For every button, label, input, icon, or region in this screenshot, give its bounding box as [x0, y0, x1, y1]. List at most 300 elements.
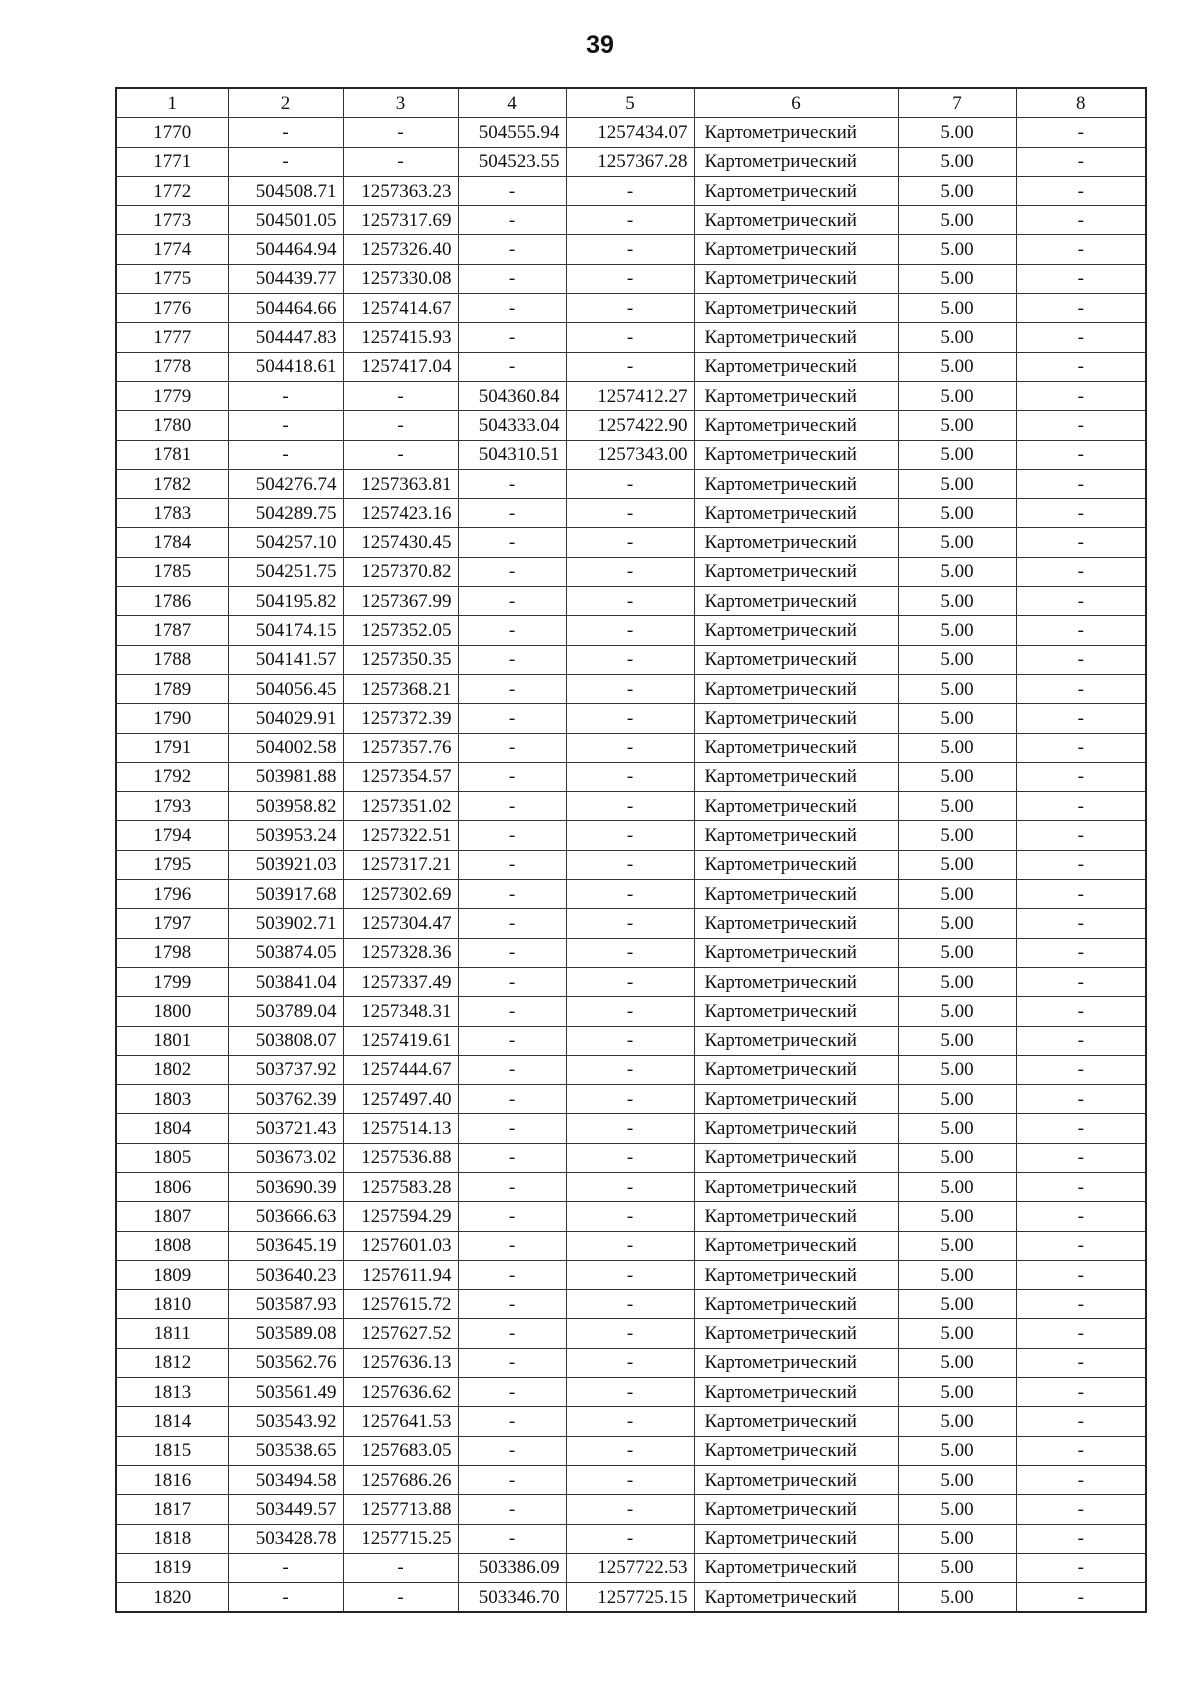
- x-cell: 504174.15: [228, 616, 343, 645]
- column-header: 1: [116, 88, 228, 118]
- description-cell: -: [1016, 1290, 1146, 1319]
- y-new-cell: -: [566, 1143, 694, 1172]
- x-new-cell: -: [458, 264, 566, 293]
- x-cell: 504257.10: [228, 528, 343, 557]
- accuracy-cell: 5.00: [898, 587, 1016, 616]
- x-cell: 503640.23: [228, 1260, 343, 1289]
- y-new-cell: -: [566, 1378, 694, 1407]
- accuracy-cell: 5.00: [898, 1436, 1016, 1465]
- table-row: [116, 1290, 1146, 1319]
- method-cell: Картометрический: [694, 1202, 898, 1231]
- x-new-cell: -: [458, 1114, 566, 1143]
- point-number-cell: 1790: [116, 704, 228, 733]
- x-cell: 504501.05: [228, 206, 343, 235]
- x-new-cell: 504310.51: [458, 440, 566, 469]
- table-row: [116, 616, 1146, 645]
- x-new-cell: -: [458, 1202, 566, 1231]
- description-cell: -: [1016, 967, 1146, 996]
- accuracy-cell: 5.00: [898, 1114, 1016, 1143]
- y-new-cell: -: [566, 294, 694, 323]
- y-new-cell: -: [566, 645, 694, 674]
- y-new-cell: -: [566, 499, 694, 528]
- method-cell: Картометрический: [694, 1553, 898, 1582]
- y-new-cell: -: [566, 587, 694, 616]
- x-new-cell: -: [458, 323, 566, 352]
- y-new-cell: -: [566, 616, 694, 645]
- x-new-cell: -: [458, 704, 566, 733]
- accuracy-cell: 5.00: [898, 1553, 1016, 1582]
- x-cell: 503721.43: [228, 1114, 343, 1143]
- accuracy-cell: 5.00: [898, 499, 1016, 528]
- point-number-cell: 1793: [116, 792, 228, 821]
- x-cell: 504464.94: [228, 235, 343, 264]
- column-header: 4: [458, 88, 566, 118]
- y-cell: 1257641.53: [343, 1407, 458, 1436]
- description-cell: -: [1016, 1172, 1146, 1201]
- y-cell: 1257367.99: [343, 587, 458, 616]
- point-number-cell: 1777: [116, 323, 228, 352]
- accuracy-cell: 5.00: [898, 411, 1016, 440]
- table-row: [116, 967, 1146, 996]
- table-row: [116, 440, 1146, 469]
- x-cell: 503917.68: [228, 880, 343, 909]
- y-new-cell: -: [566, 1319, 694, 1348]
- description-cell: -: [1016, 909, 1146, 938]
- x-cell: 503589.08: [228, 1319, 343, 1348]
- method-cell: Картометрический: [694, 1524, 898, 1553]
- x-cell: 503841.04: [228, 967, 343, 996]
- y-new-cell: -: [566, 1260, 694, 1289]
- description-cell: -: [1016, 938, 1146, 967]
- accuracy-cell: 5.00: [898, 1231, 1016, 1260]
- y-cell: -: [343, 381, 458, 410]
- y-new-cell: -: [566, 323, 694, 352]
- table-row: [116, 264, 1146, 293]
- method-cell: Картометрический: [694, 264, 898, 293]
- y-new-cell: -: [566, 1026, 694, 1055]
- point-number-cell: 1800: [116, 997, 228, 1026]
- table-row: [116, 1143, 1146, 1172]
- description-cell: -: [1016, 557, 1146, 586]
- x-cell: 504508.71: [228, 176, 343, 205]
- point-number-cell: 1799: [116, 967, 228, 996]
- method-cell: Картометрический: [694, 1407, 898, 1436]
- accuracy-cell: 5.00: [898, 528, 1016, 557]
- table-row: [116, 821, 1146, 850]
- y-new-cell: 1257422.90: [566, 411, 694, 440]
- x-cell: 503789.04: [228, 997, 343, 1026]
- table-row: [116, 1026, 1146, 1055]
- method-cell: Картометрический: [694, 1378, 898, 1407]
- method-cell: Картометрический: [694, 1085, 898, 1114]
- y-cell: 1257415.93: [343, 323, 458, 352]
- x-new-cell: -: [458, 469, 566, 498]
- x-cell: 503737.92: [228, 1055, 343, 1084]
- table-row: [116, 1085, 1146, 1114]
- x-new-cell: -: [458, 733, 566, 762]
- method-cell: Картометрический: [694, 1231, 898, 1260]
- table-row: [116, 1407, 1146, 1436]
- point-number-cell: 1804: [116, 1114, 228, 1143]
- x-new-cell: -: [458, 235, 566, 264]
- accuracy-cell: 5.00: [898, 352, 1016, 381]
- description-cell: -: [1016, 469, 1146, 498]
- point-number-cell: 1770: [116, 118, 228, 147]
- accuracy-cell: 5.00: [898, 1143, 1016, 1172]
- column-header: 3: [343, 88, 458, 118]
- method-cell: Картометрический: [694, 704, 898, 733]
- description-cell: -: [1016, 411, 1146, 440]
- accuracy-cell: 5.00: [898, 1319, 1016, 1348]
- method-cell: Картометрический: [694, 1436, 898, 1465]
- method-cell: Картометрический: [694, 440, 898, 469]
- x-new-cell: -: [458, 1407, 566, 1436]
- description-cell: -: [1016, 1085, 1146, 1114]
- point-number-cell: 1788: [116, 645, 228, 674]
- y-cell: 1257417.04: [343, 352, 458, 381]
- description-cell: -: [1016, 499, 1146, 528]
- x-new-cell: -: [458, 645, 566, 674]
- point-number-cell: 1798: [116, 938, 228, 967]
- y-new-cell: -: [566, 674, 694, 703]
- y-cell: 1257317.21: [343, 850, 458, 879]
- method-cell: Картометрический: [694, 645, 898, 674]
- y-new-cell: -: [566, 762, 694, 791]
- x-new-cell: -: [458, 1348, 566, 1377]
- table-row: [116, 938, 1146, 967]
- accuracy-cell: 5.00: [898, 235, 1016, 264]
- accuracy-cell: 5.00: [898, 1495, 1016, 1524]
- accuracy-cell: 5.00: [898, 1583, 1016, 1613]
- x-cell: 503690.39: [228, 1172, 343, 1201]
- y-cell: 1257363.23: [343, 176, 458, 205]
- point-number-cell: 1819: [116, 1553, 228, 1582]
- x-new-cell: -: [458, 587, 566, 616]
- method-cell: Картометрический: [694, 1495, 898, 1524]
- x-cell: 503543.92: [228, 1407, 343, 1436]
- x-new-cell: -: [458, 880, 566, 909]
- y-cell: 1257683.05: [343, 1436, 458, 1465]
- description-cell: -: [1016, 1524, 1146, 1553]
- description-cell: -: [1016, 147, 1146, 176]
- accuracy-cell: 5.00: [898, 704, 1016, 733]
- y-new-cell: -: [566, 1436, 694, 1465]
- table-row: [116, 792, 1146, 821]
- x-cell: -: [228, 1583, 343, 1613]
- point-number-cell: 1789: [116, 674, 228, 703]
- y-new-cell: -: [566, 1114, 694, 1143]
- table-row: [116, 1202, 1146, 1231]
- y-cell: 1257348.31: [343, 997, 458, 1026]
- y-cell: 1257363.81: [343, 469, 458, 498]
- y-cell: 1257715.25: [343, 1524, 458, 1553]
- method-cell: Картометрический: [694, 674, 898, 703]
- accuracy-cell: 5.00: [898, 118, 1016, 147]
- y-new-cell: -: [566, 909, 694, 938]
- table-row: [116, 1524, 1146, 1553]
- method-cell: Картометрический: [694, 1114, 898, 1143]
- description-cell: -: [1016, 1553, 1146, 1582]
- table-row: [116, 645, 1146, 674]
- y-cell: 1257370.82: [343, 557, 458, 586]
- x-cell: -: [228, 411, 343, 440]
- accuracy-cell: 5.00: [898, 1524, 1016, 1553]
- y-new-cell: 1257725.15: [566, 1583, 694, 1613]
- x-new-cell: -: [458, 821, 566, 850]
- method-cell: Картометрический: [694, 1319, 898, 1348]
- description-cell: -: [1016, 1055, 1146, 1084]
- table-row: [116, 1055, 1146, 1084]
- x-new-cell: -: [458, 1026, 566, 1055]
- point-number-cell: 1792: [116, 762, 228, 791]
- y-cell: 1257357.76: [343, 733, 458, 762]
- y-cell: 1257372.39: [343, 704, 458, 733]
- point-number-cell: 1783: [116, 499, 228, 528]
- x-cell: 503762.39: [228, 1085, 343, 1114]
- accuracy-cell: 5.00: [898, 821, 1016, 850]
- accuracy-cell: 5.00: [898, 850, 1016, 879]
- table-row: [116, 674, 1146, 703]
- x-new-cell: -: [458, 762, 566, 791]
- y-cell: 1257713.88: [343, 1495, 458, 1524]
- y-new-cell: -: [566, 850, 694, 879]
- table-row: [116, 704, 1146, 733]
- description-cell: -: [1016, 264, 1146, 293]
- method-cell: Картометрический: [694, 206, 898, 235]
- y-new-cell: -: [566, 733, 694, 762]
- table-row: [116, 1260, 1146, 1289]
- y-cell: 1257627.52: [343, 1319, 458, 1348]
- point-number-cell: 1780: [116, 411, 228, 440]
- method-cell: Картометрический: [694, 850, 898, 879]
- y-new-cell: -: [566, 704, 694, 733]
- table-row: [116, 469, 1146, 498]
- table-row: [116, 880, 1146, 909]
- y-new-cell: -: [566, 352, 694, 381]
- y-cell: 1257615.72: [343, 1290, 458, 1319]
- method-cell: Картометрический: [694, 1348, 898, 1377]
- y-cell: -: [343, 118, 458, 147]
- y-new-cell: 1257412.27: [566, 381, 694, 410]
- x-new-cell: 504333.04: [458, 411, 566, 440]
- y-new-cell: -: [566, 206, 694, 235]
- x-cell: 504276.74: [228, 469, 343, 498]
- point-number-cell: 1814: [116, 1407, 228, 1436]
- accuracy-cell: 5.00: [898, 1202, 1016, 1231]
- method-cell: Картометрический: [694, 557, 898, 586]
- x-cell: 504289.75: [228, 499, 343, 528]
- accuracy-cell: 5.00: [898, 1026, 1016, 1055]
- y-new-cell: -: [566, 1524, 694, 1553]
- y-cell: -: [343, 1553, 458, 1582]
- table-row: [116, 1319, 1146, 1348]
- x-new-cell: -: [458, 1143, 566, 1172]
- x-new-cell: 503346.70: [458, 1583, 566, 1613]
- method-cell: Картометрический: [694, 323, 898, 352]
- description-cell: -: [1016, 1495, 1146, 1524]
- accuracy-cell: 5.00: [898, 645, 1016, 674]
- y-new-cell: -: [566, 1465, 694, 1494]
- x-new-cell: -: [458, 967, 566, 996]
- table-row: [116, 1172, 1146, 1201]
- description-cell: -: [1016, 1348, 1146, 1377]
- x-cell: 503902.71: [228, 909, 343, 938]
- description-cell: -: [1016, 704, 1146, 733]
- x-new-cell: -: [458, 352, 566, 381]
- column-header: 8: [1016, 88, 1146, 118]
- x-cell: -: [228, 118, 343, 147]
- accuracy-cell: 5.00: [898, 938, 1016, 967]
- y-new-cell: 1257434.07: [566, 118, 694, 147]
- accuracy-cell: 5.00: [898, 469, 1016, 498]
- x-cell: 504029.91: [228, 704, 343, 733]
- table-row: [116, 499, 1146, 528]
- description-cell: -: [1016, 1202, 1146, 1231]
- point-number-cell: 1776: [116, 294, 228, 323]
- accuracy-cell: 5.00: [898, 557, 1016, 586]
- method-cell: Картометрический: [694, 294, 898, 323]
- table-row: [116, 176, 1146, 205]
- point-number-cell: 1781: [116, 440, 228, 469]
- description-cell: -: [1016, 1465, 1146, 1494]
- description-cell: -: [1016, 1436, 1146, 1465]
- y-cell: 1257514.13: [343, 1114, 458, 1143]
- accuracy-cell: 5.00: [898, 733, 1016, 762]
- x-new-cell: -: [458, 206, 566, 235]
- description-cell: -: [1016, 1319, 1146, 1348]
- method-cell: Картометрический: [694, 411, 898, 440]
- accuracy-cell: 5.00: [898, 264, 1016, 293]
- method-cell: Картометрический: [694, 587, 898, 616]
- accuracy-cell: 5.00: [898, 909, 1016, 938]
- y-cell: 1257601.03: [343, 1231, 458, 1260]
- description-cell: -: [1016, 118, 1146, 147]
- description-cell: -: [1016, 1231, 1146, 1260]
- method-cell: Картометрический: [694, 1055, 898, 1084]
- method-cell: Картометрический: [694, 499, 898, 528]
- table-row: [116, 528, 1146, 557]
- x-cell: 503428.78: [228, 1524, 343, 1553]
- accuracy-cell: 5.00: [898, 1378, 1016, 1407]
- method-cell: Картометрический: [694, 733, 898, 762]
- x-cell: 503874.05: [228, 938, 343, 967]
- table-row: [116, 997, 1146, 1026]
- y-cell: 1257350.35: [343, 645, 458, 674]
- point-number-cell: 1782: [116, 469, 228, 498]
- x-new-cell: -: [458, 1172, 566, 1201]
- description-cell: -: [1016, 1583, 1146, 1613]
- x-new-cell: -: [458, 1260, 566, 1289]
- y-new-cell: -: [566, 1495, 694, 1524]
- table-row: [116, 206, 1146, 235]
- y-cell: 1257326.40: [343, 235, 458, 264]
- table-row: [116, 323, 1146, 352]
- point-number-cell: 1809: [116, 1260, 228, 1289]
- x-new-cell: -: [458, 909, 566, 938]
- x-cell: 503666.63: [228, 1202, 343, 1231]
- y-new-cell: -: [566, 821, 694, 850]
- x-cell: -: [228, 147, 343, 176]
- description-cell: -: [1016, 674, 1146, 703]
- x-new-cell: -: [458, 616, 566, 645]
- x-new-cell: -: [458, 1495, 566, 1524]
- x-cell: -: [228, 440, 343, 469]
- y-cell: 1257330.08: [343, 264, 458, 293]
- y-cell: -: [343, 411, 458, 440]
- point-number-cell: 1806: [116, 1172, 228, 1201]
- point-number-cell: 1816: [116, 1465, 228, 1494]
- y-new-cell: -: [566, 235, 694, 264]
- point-number-cell: 1817: [116, 1495, 228, 1524]
- point-number-cell: 1775: [116, 264, 228, 293]
- table-row: [116, 294, 1146, 323]
- accuracy-cell: 5.00: [898, 674, 1016, 703]
- description-cell: -: [1016, 997, 1146, 1026]
- table-row: [116, 147, 1146, 176]
- accuracy-cell: 5.00: [898, 792, 1016, 821]
- description-cell: -: [1016, 645, 1146, 674]
- x-cell: 504464.66: [228, 294, 343, 323]
- table-row: [116, 909, 1146, 938]
- point-number-cell: 1808: [116, 1231, 228, 1260]
- table-row: [116, 1553, 1146, 1582]
- x-new-cell: -: [458, 1231, 566, 1260]
- column-header: 5: [566, 88, 694, 118]
- method-cell: Картометрический: [694, 1172, 898, 1201]
- table-row: [116, 381, 1146, 410]
- description-cell: -: [1016, 1407, 1146, 1436]
- point-number-cell: 1773: [116, 206, 228, 235]
- table-row: [116, 411, 1146, 440]
- method-cell: Картометрический: [694, 1290, 898, 1319]
- x-cell: 504447.83: [228, 323, 343, 352]
- accuracy-cell: 5.00: [898, 1055, 1016, 1084]
- method-cell: Картометрический: [694, 147, 898, 176]
- x-new-cell: 504555.94: [458, 118, 566, 147]
- column-header: 7: [898, 88, 1016, 118]
- accuracy-cell: 5.00: [898, 1172, 1016, 1201]
- y-cell: 1257444.67: [343, 1055, 458, 1084]
- method-cell: Картометрический: [694, 1583, 898, 1613]
- point-number-cell: 1794: [116, 821, 228, 850]
- y-cell: 1257354.57: [343, 762, 458, 791]
- accuracy-cell: 5.00: [898, 1290, 1016, 1319]
- table-row: [116, 1231, 1146, 1260]
- y-cell: 1257636.13: [343, 1348, 458, 1377]
- point-number-cell: 1807: [116, 1202, 228, 1231]
- y-cell: 1257351.02: [343, 792, 458, 821]
- table-row: [116, 850, 1146, 879]
- x-new-cell: -: [458, 1319, 566, 1348]
- method-cell: Картометрический: [694, 938, 898, 967]
- description-cell: -: [1016, 176, 1146, 205]
- table-row: [116, 1348, 1146, 1377]
- description-cell: -: [1016, 587, 1146, 616]
- accuracy-cell: 5.00: [898, 997, 1016, 1026]
- x-new-cell: -: [458, 1085, 566, 1114]
- point-number-cell: 1803: [116, 1085, 228, 1114]
- x-cell: -: [228, 1553, 343, 1582]
- table-row: [116, 733, 1146, 762]
- x-cell: 504002.58: [228, 733, 343, 762]
- y-new-cell: -: [566, 1290, 694, 1319]
- description-cell: -: [1016, 294, 1146, 323]
- y-new-cell: 1257722.53: [566, 1553, 694, 1582]
- table-row: [116, 118, 1146, 147]
- method-cell: Картометрический: [694, 381, 898, 410]
- y-cell: 1257414.67: [343, 294, 458, 323]
- y-cell: 1257368.21: [343, 674, 458, 703]
